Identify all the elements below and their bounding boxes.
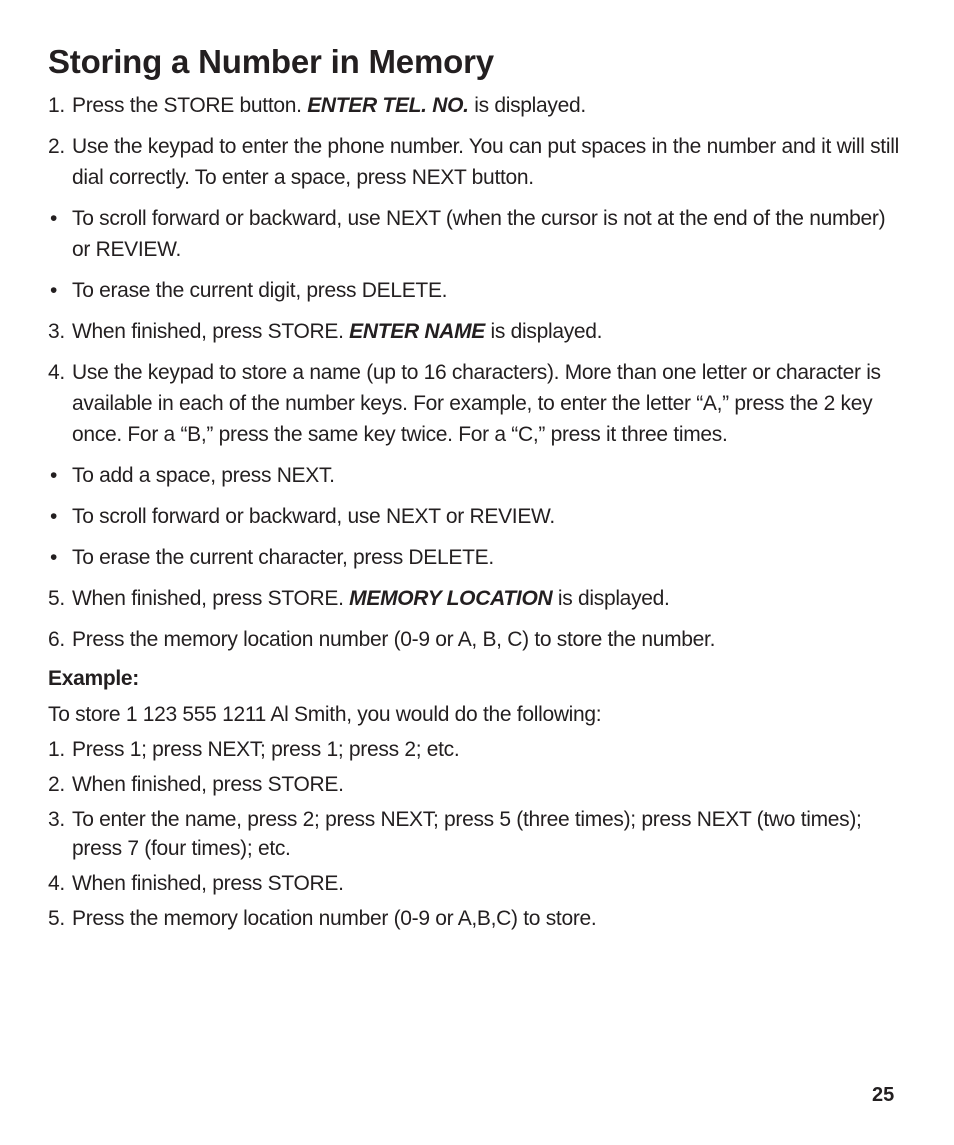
step-text-suffix: is displayed. (552, 587, 670, 610)
step-text-suffix: is displayed. (468, 94, 586, 117)
example-item (48, 805, 908, 863)
example-text: Press the memory location number (0-9 or A,B,C) to store. (72, 907, 597, 930)
page-title: Storing a Number in Memory (48, 43, 494, 80)
example-text: Press 1; press NEXT; press 1; press 2; etc. (72, 738, 460, 761)
step-text: Use the keypad to store a name (up to 16 characters). More than one letter or character is available in each of the number keys. For example, to enter the letter “A,” press the 2 key once. For a “B,” press the same key twice. For a “C,” press it three times. (72, 361, 881, 446)
manual-page (48, 40, 908, 939)
page-number: 25 (872, 1084, 895, 1106)
list-marker: 6. (48, 628, 65, 651)
example-intro: To store 1 123 555 1211 Al Smith, you would do the following: (48, 703, 602, 726)
step-text: Press the memory location number (0-9 or A, B, C) to store the number. (72, 628, 716, 651)
list-marker: 5. (48, 907, 65, 930)
list-marker: 4. (48, 361, 65, 384)
example-text: When finished, press STORE. (72, 872, 344, 895)
list-marker: • (50, 279, 58, 302)
step-text: When finished, press STORE. (72, 320, 350, 343)
list-marker: • (50, 505, 58, 528)
step-text: Press the STORE button. (72, 94, 308, 117)
step-item (48, 131, 908, 193)
list-marker: 4. (48, 872, 65, 895)
step-item (48, 624, 908, 655)
step-text: To erase the current digit, press DELETE. (72, 279, 448, 302)
bullet-item (48, 203, 908, 265)
example-item (48, 770, 908, 799)
list-marker: 1. (48, 94, 65, 117)
example-text: To enter the name, press 2; press NEXT; press 5 (three times); press NEXT (two times); press 7 (four times); etc. (72, 808, 862, 860)
list-marker: 5. (48, 587, 65, 610)
bullet-item (48, 460, 908, 491)
step-text: To scroll forward or backward, use NEXT (when the cursor is not at the end of the number) or REVIEW. (72, 207, 886, 261)
display-message: MEMORY LOCATION (349, 587, 553, 610)
step-text: Use the keypad to enter the phone number. You can put spaces in the number and it will still dial correctly. To enter a space, press NEXT button. (72, 135, 899, 189)
step-text-suffix: is displayed. (485, 320, 603, 343)
example-item (48, 904, 908, 933)
list-marker: 1. (48, 738, 65, 761)
list-marker: • (50, 464, 58, 487)
step-item (48, 357, 908, 450)
step-text: To add a space, press NEXT. (72, 464, 335, 487)
example-item (48, 869, 908, 898)
bullet-item (48, 275, 908, 306)
step-item (48, 90, 908, 121)
list-marker: • (50, 207, 58, 230)
step-text: To scroll forward or backward, use NEXT or REVIEW. (72, 505, 555, 528)
display-message: ENTER TEL. NO. (307, 94, 469, 117)
list-marker: 2. (48, 135, 65, 158)
example-section (48, 665, 908, 933)
step-text: When finished, press STORE. (72, 587, 350, 610)
list-marker: 2. (48, 773, 65, 796)
example-list (48, 735, 908, 933)
list-marker: • (50, 546, 58, 569)
bullet-item (48, 501, 908, 532)
step-item (48, 316, 908, 347)
example-text: When finished, press STORE. (72, 773, 344, 796)
bullet-item (48, 542, 908, 573)
example-title: Example: (48, 667, 139, 690)
list-marker: 3. (48, 808, 65, 831)
display-message: ENTER NAME (349, 320, 486, 343)
example-item (48, 735, 908, 764)
step-text: To erase the current character, press DELETE. (72, 546, 494, 569)
step-item (48, 583, 908, 614)
instruction-list (48, 90, 908, 655)
list-marker: 3. (48, 320, 65, 343)
